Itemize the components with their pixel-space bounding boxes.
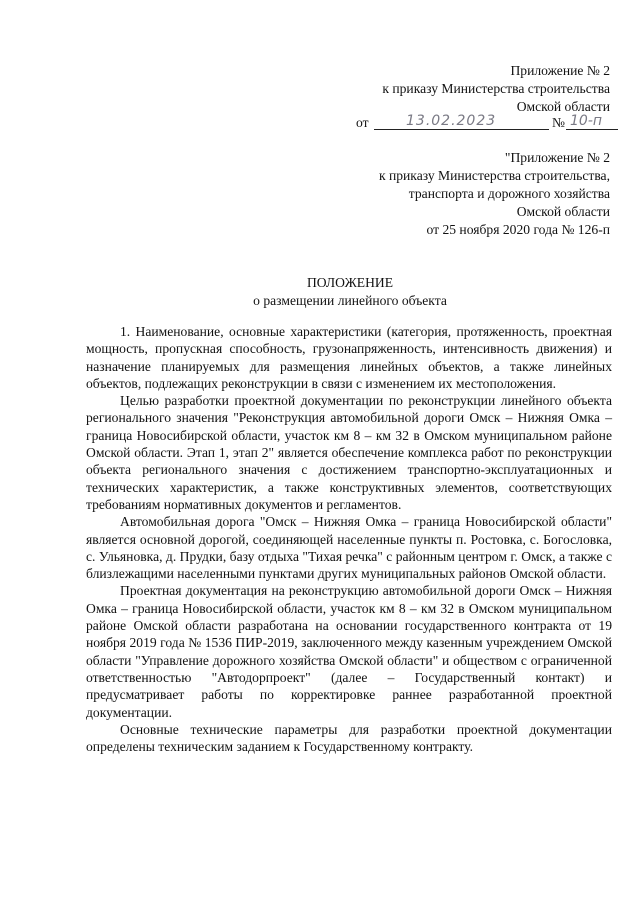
paragraph: Проектная документация на реконструкцию автомобильной дороги Омск – Нижняя Омка – граница Новосибирской области, участок км 8 – км 32 в Омском муниципальном районе Омской области разработана на основании государственного контракта от 19 ноября 2019 года № 1536 ПИР-2019, заключенного между казенным учреждением Омской области "Управление дорожного хозяйства Омской области" и обществом с ограниченной ответственностью "Автодорпроект" (далее – Государственный контакт) и предусматривает работы по корректировке раннее разработанной проектной документации. — [86, 583, 612, 720]
paragraph: Целью разработки проектной документации по реконструкции линейного объекта регионального значения "Реконструкция автомобильной дороги Омск – Нижняя Омка – граница Новосибирской области, участок км 8 – км 32 в Омском муниципальном районе Омской области. Этап 1, этап 2" является обеспечение комплекса работ по реконструкции объекта регионального значения с достижением транспортно-эксплуатационных и технических характеристик, а также конструктивных элементов, соответствующих требованиям нормативных документов и регламентов. — [86, 393, 612, 512]
document-body — [86, 323, 612, 755]
order-date-line-2: от 25 ноября 2020 года № 126-п — [426, 222, 610, 237]
document-heading: ПОЛОЖЕНИЕ — [306, 275, 394, 290]
document-subheading: о размещении линейного объекта — [253, 293, 447, 308]
ministry-line-2: транспорта и дорожного хозяйства — [408, 186, 610, 201]
handwritten-date: 13.02.2023 — [406, 113, 497, 129]
handwritten-number: 10-п — [570, 113, 603, 129]
appendix-label: Приложение № 2 — [510, 63, 610, 78]
paragraph: Автомобильная дорога "Омск – Нижняя Омка – граница Новосибирской области" является основной дорогой, соединяющей населенные пункты п. Ростовка, с. Богословка, с. Ульяновка, д. Прудки, базу отдыха "Тихая речка" с районным центром г. Омск, а также с близлежащими населенными пунктами других муниципальных районов Омской области. — [86, 514, 612, 582]
appendix-label-2: "Приложение № 2 — [504, 150, 610, 165]
paragraph: 1. Наименование, основные характеристики (категория, протяженность, проектная мощность, пропускная способность, грузонапряженность, интенсивность движения) и назначение планируемых для размещения линейных объектов, а также линейных объектов, подлежащих реконструкции в связи с изменением их местоположения. — [86, 324, 612, 391]
region-line-2: Омской области — [516, 204, 610, 219]
order-date-number-row — [356, 114, 616, 134]
order-ministry-line-2: к приказу Министерства строительства, — [378, 168, 610, 183]
number-label: № — [552, 115, 565, 130]
from-label: от — [356, 115, 369, 130]
order-ministry-line: к приказу Министерства строительства — [382, 81, 610, 96]
region-line: Омской области — [516, 99, 610, 114]
paragraph: Основные технические параметры для разработки проектной документации определены техническим заданием к Государственному контракту. — [86, 721, 612, 755]
